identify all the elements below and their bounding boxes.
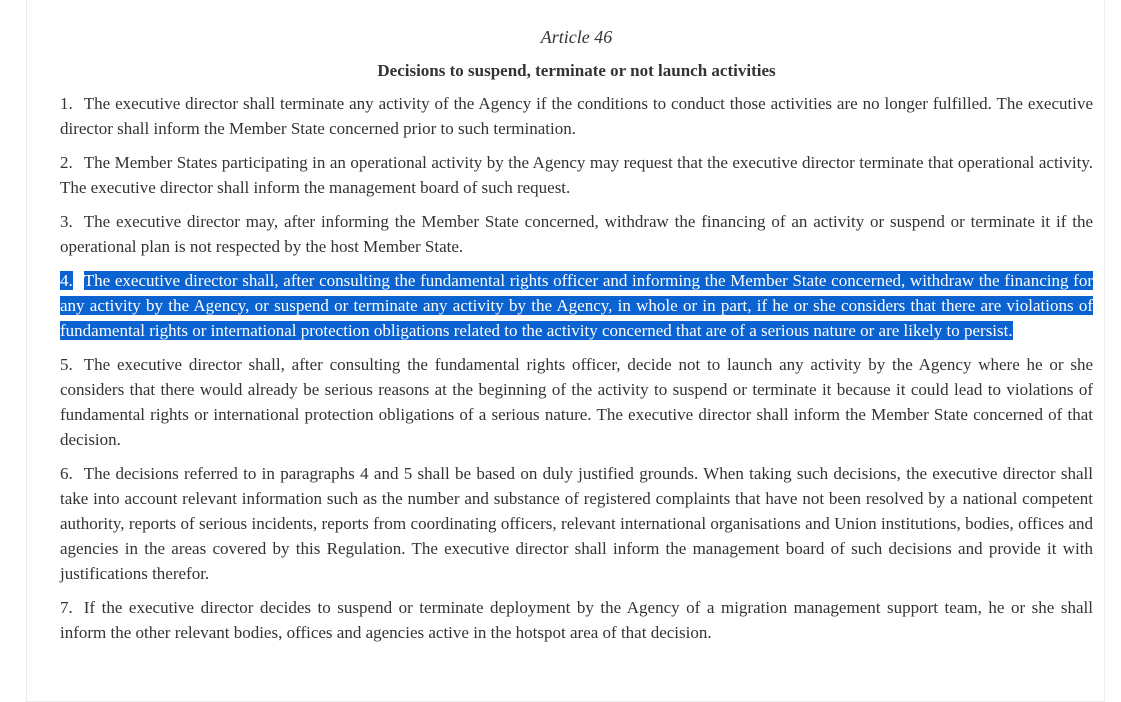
- article-title: Article 46: [540, 27, 613, 47]
- paragraph-3[interactable]: [60, 209, 1093, 259]
- paragraph-number: 2.: [60, 153, 73, 172]
- paragraph-text: The Member States participating in an operational activity by the Agency may request that the executive director terminate that operational activity. The executive director shall inform the management board of such request.: [60, 153, 1093, 197]
- paragraph-text: The executive director shall, after consulting the fundamental rights officer, decide not to launch any activity by the Agency where he or she considers that there would already be serious reasons at the beginning of the activity to suspend or terminate it because it could lead to violations of fundamental rights or international protection obligations of a serious nature. The executive director shall inform the Member State concerned of that decision.: [60, 355, 1093, 449]
- paragraph-number: 6.: [60, 464, 73, 483]
- paragraph-7[interactable]: [60, 595, 1093, 645]
- paragraph-2[interactable]: [60, 150, 1093, 200]
- paragraph-text: The executive director shall terminate any activity of the Agency if the conditions to conduct those activities are no longer fulfilled. The executive director shall inform the Member State concerned prior to such termination.: [60, 94, 1093, 138]
- paragraph-text: The executive director may, after informing the Member State concerned, withdraw the financing of an activity or suspend or terminate it if the operational plan is not respected by the host Member State.: [60, 212, 1093, 256]
- paragraph-number: 5.: [60, 355, 73, 374]
- paragraph-4-selected[interactable]: [60, 268, 1093, 343]
- article-subtitle: Decisions to suspend, terminate or not launch activities: [377, 61, 776, 80]
- document-content: [60, 24, 1093, 654]
- paragraph-text: The decisions referred to in paragraphs 4 and 5 shall be based on duly justified grounds. When taking such decisions, the executive director shall take into account relevant information such as the number and substance of registered complaints that have not been resolved by a national competent authority, reports of serious incidents, reports from coordinating officers, relevant international organisations and Union institutions, bodies, offices and agencies in the areas covered by this Regulation. The executive director shall inform the management board of such decisions and provide it with justifications therefor.: [60, 464, 1093, 583]
- paragraph-number: 3.: [60, 212, 73, 231]
- paragraph-1[interactable]: [60, 91, 1093, 141]
- paragraph-number: 1.: [60, 94, 73, 113]
- paragraph-6[interactable]: [60, 461, 1093, 586]
- paragraph-number: 4.: [60, 271, 73, 290]
- paragraph-5[interactable]: [60, 352, 1093, 452]
- paragraph-number: 7.: [60, 598, 73, 617]
- paragraph-text: The executive director shall, after consulting the fundamental rights officer and informing the Member State concerned, withdraw the financing for any activity by the Agency, or suspend or terminate any activity by the Agency, in whole or in part, if he or she considers that there are violations of fundamental rights or international protection obligations related to the activity concerned that are of a serious nature or are likely to persist.: [60, 271, 1093, 340]
- paragraph-text: If the executive director decides to suspend or terminate deployment by the Agency of a migration management support team, he or she shall inform the other relevant bodies, offices and agencies active in the hotspot area of that decision.: [60, 598, 1093, 642]
